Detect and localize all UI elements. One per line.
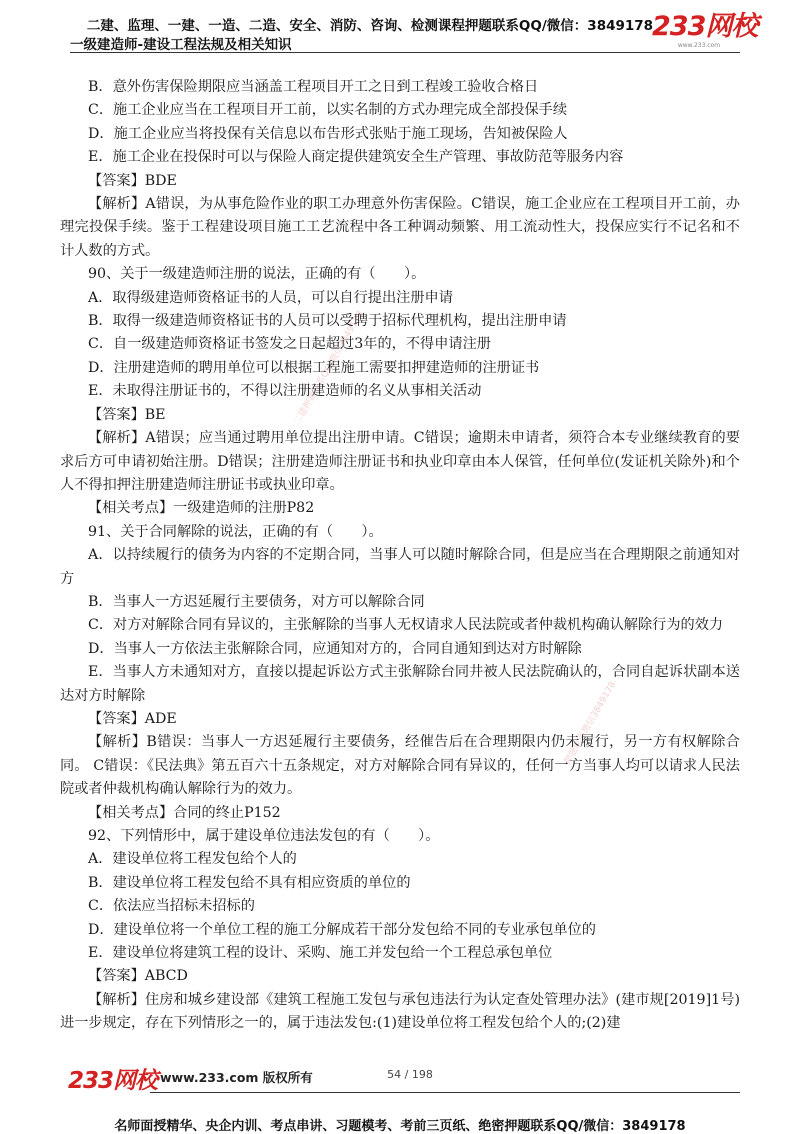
- header-divider: [70, 52, 740, 53]
- option-line: B．当事人一方迟延履行主要债务，对方可以解除合同: [88, 593, 425, 610]
- page-header: [0, 0, 800, 60]
- option-line: E．建设单位将建筑工程的设计、采购、施工并发包给一个工程总承包单位: [88, 945, 553, 962]
- option-line: B．建设单位将工程发包给不具有相应资质的单位的: [88, 874, 411, 891]
- analysis-paragraph: 【解析】A错误，为从事危险作业的职工办理意外伤害保险。C错误，施工企业应在工程项目开工前，办理完投保手续。鉴于工程建设项目施工工艺流程中各工种调动频繁、用工流动性大，投保应实行不记名和不计人数的方式。: [60, 196, 740, 259]
- analysis-paragraph: 【解析】B错误：当事人一方迟延履行主要债务，经催告后在合理期限内仍未履行，另一方有权解除合同。 C错误：《民法典》第五百六十五条规定，对方对解除合同有异议的，任何一方当事人均可以请求人民法院或者仲裁机构确认解除行为的效力。: [60, 734, 740, 798]
- option-line: D．建设单位将一个单位工程的施工分解成若干部分发包给不同的专业承包单位的: [88, 921, 596, 938]
- brand-logo-top: [652, 11, 758, 49]
- brand-logo-text: 233网校: [652, 11, 758, 42]
- option-line: C．依法应当招标未招标的: [88, 898, 255, 915]
- analysis-paragraph: 【解析】A错误；应当通过聘用单位提出注册申请。C错误；逾期未申请者，须符合本专业继续教育的要求后方可申请初始注册。D错误；注册建造师注册证书和执业印章由本人保管，任何单位(发证机关除外)和个人不得扣押注册建造师注册证书或执业印章。: [60, 430, 740, 493]
- option-line: A．建设单位将工程发包给个人的: [88, 851, 297, 868]
- answer-line: 【答案】ADE: [88, 710, 177, 727]
- footer-copyright: www.233.com 版权所有: [160, 1070, 313, 1085]
- question-stem: 91、关于合同解除的说法，正确的有（ ）。: [88, 523, 383, 540]
- page-footer: [0, 1060, 800, 1132]
- watermark: 押题联系微信3849178: [562, 680, 619, 767]
- related-topic: 【相关考点】合同的终止P152: [88, 804, 281, 821]
- option-line: D．注册建造师的聘用单位可以根据工程施工需要扣押建造师的注册证书: [88, 359, 540, 376]
- related-topic: 【相关考点】一级建造师的注册P82: [88, 500, 315, 517]
- brand-logo-url: www.233.com: [677, 42, 721, 49]
- option-line: C．自一级建造师资格证书签发之日起超过3年的，不得申请注册: [88, 336, 491, 353]
- option-line: C．对方对解除合同有异议的，主张解除的当事人无权请求人民法院或者仲裁机构确认解除行为的效力: [88, 617, 724, 634]
- answer-line: 【答案】BE: [88, 406, 166, 423]
- answer-line: 【答案】BDE: [88, 172, 177, 189]
- question-stem: 90、关于一级建造师注册的说法，正确的有（ ）。: [88, 266, 426, 283]
- analysis-paragraph: 【解析】住房和城乡建设部《建筑工程施工发包与承包违法行为认定查处管理办法》(建市规[2019]1号)进一步规定，存在下列情形之一的，属于违法发包:(1)建设单位将工程发包给个人的;(2)建: [60, 991, 740, 1032]
- question-stem: 92、下列情形中，属于建设单位违法发包的有（ ）。: [88, 828, 440, 844]
- header-subject-title: 一级建造师-建设工程法规及相关知识: [70, 37, 292, 53]
- option-line: E．未取得注册证书的，不得以注册建造师的名义从事相关活动: [88, 383, 482, 400]
- footer-divider: [150, 1092, 740, 1093]
- brand-logo-bottom: 233网校: [68, 1068, 158, 1094]
- option-line: B．意外伤害保险期限应当涵盖工程项目开工之日到工程竣工验收合格日: [88, 79, 539, 95]
- option-line: B．取得一级建造师资格证书的人员可以受聘于招标代理机构，提出注册申请: [88, 313, 567, 330]
- header-promo-text: 二建、监理、一建、一造、二造、安全、消防、咨询、检测课程押题联系QQ/微信：3849178: [86, 18, 654, 34]
- page-number: 54 / 198: [387, 1068, 433, 1081]
- option-line: A．取得级建造师资格证书的人员，可以自行提出注册申请: [88, 289, 453, 306]
- document-body: [60, 76, 740, 1036]
- option-line: C．施工企业应当在工程项目开工前，以实名制的方式办理完成全部投保手续: [88, 102, 568, 119]
- watermark: 二建押题联系QQ/微信3849178: [292, 309, 366, 427]
- option-line: A．以持续履行的债务为内容的不定期合同，当事人可以随时解除合同，但是应当在合理期限之前通知对方: [60, 547, 740, 587]
- option-line: D．施工企业应当将投保有关信息以布告形式张贴于施工现场，告知被保险人: [88, 125, 568, 142]
- footer-promo-text: 名师面授精华、央企内训、考点串讲、习题模考、考前三页纸、绝密押题联系QQ/微信：3849178: [114, 1119, 686, 1134]
- option-line: E．施工企业在投保时可以与保险人商定提供建筑安全生产管理、事故防范等服务内容: [88, 149, 624, 166]
- option-line: D．当事人一方依法主张解除合同，应通知对方的，合同自通知到达对方时解除: [88, 640, 582, 657]
- option-line: E．当事人方未通知对方，直接以提起诉讼方式主张解除台同井被人民法院确认的，合同自起诉状副本送达对方时解除: [60, 664, 740, 704]
- answer-line: 【答案】ABCD: [88, 968, 188, 985]
